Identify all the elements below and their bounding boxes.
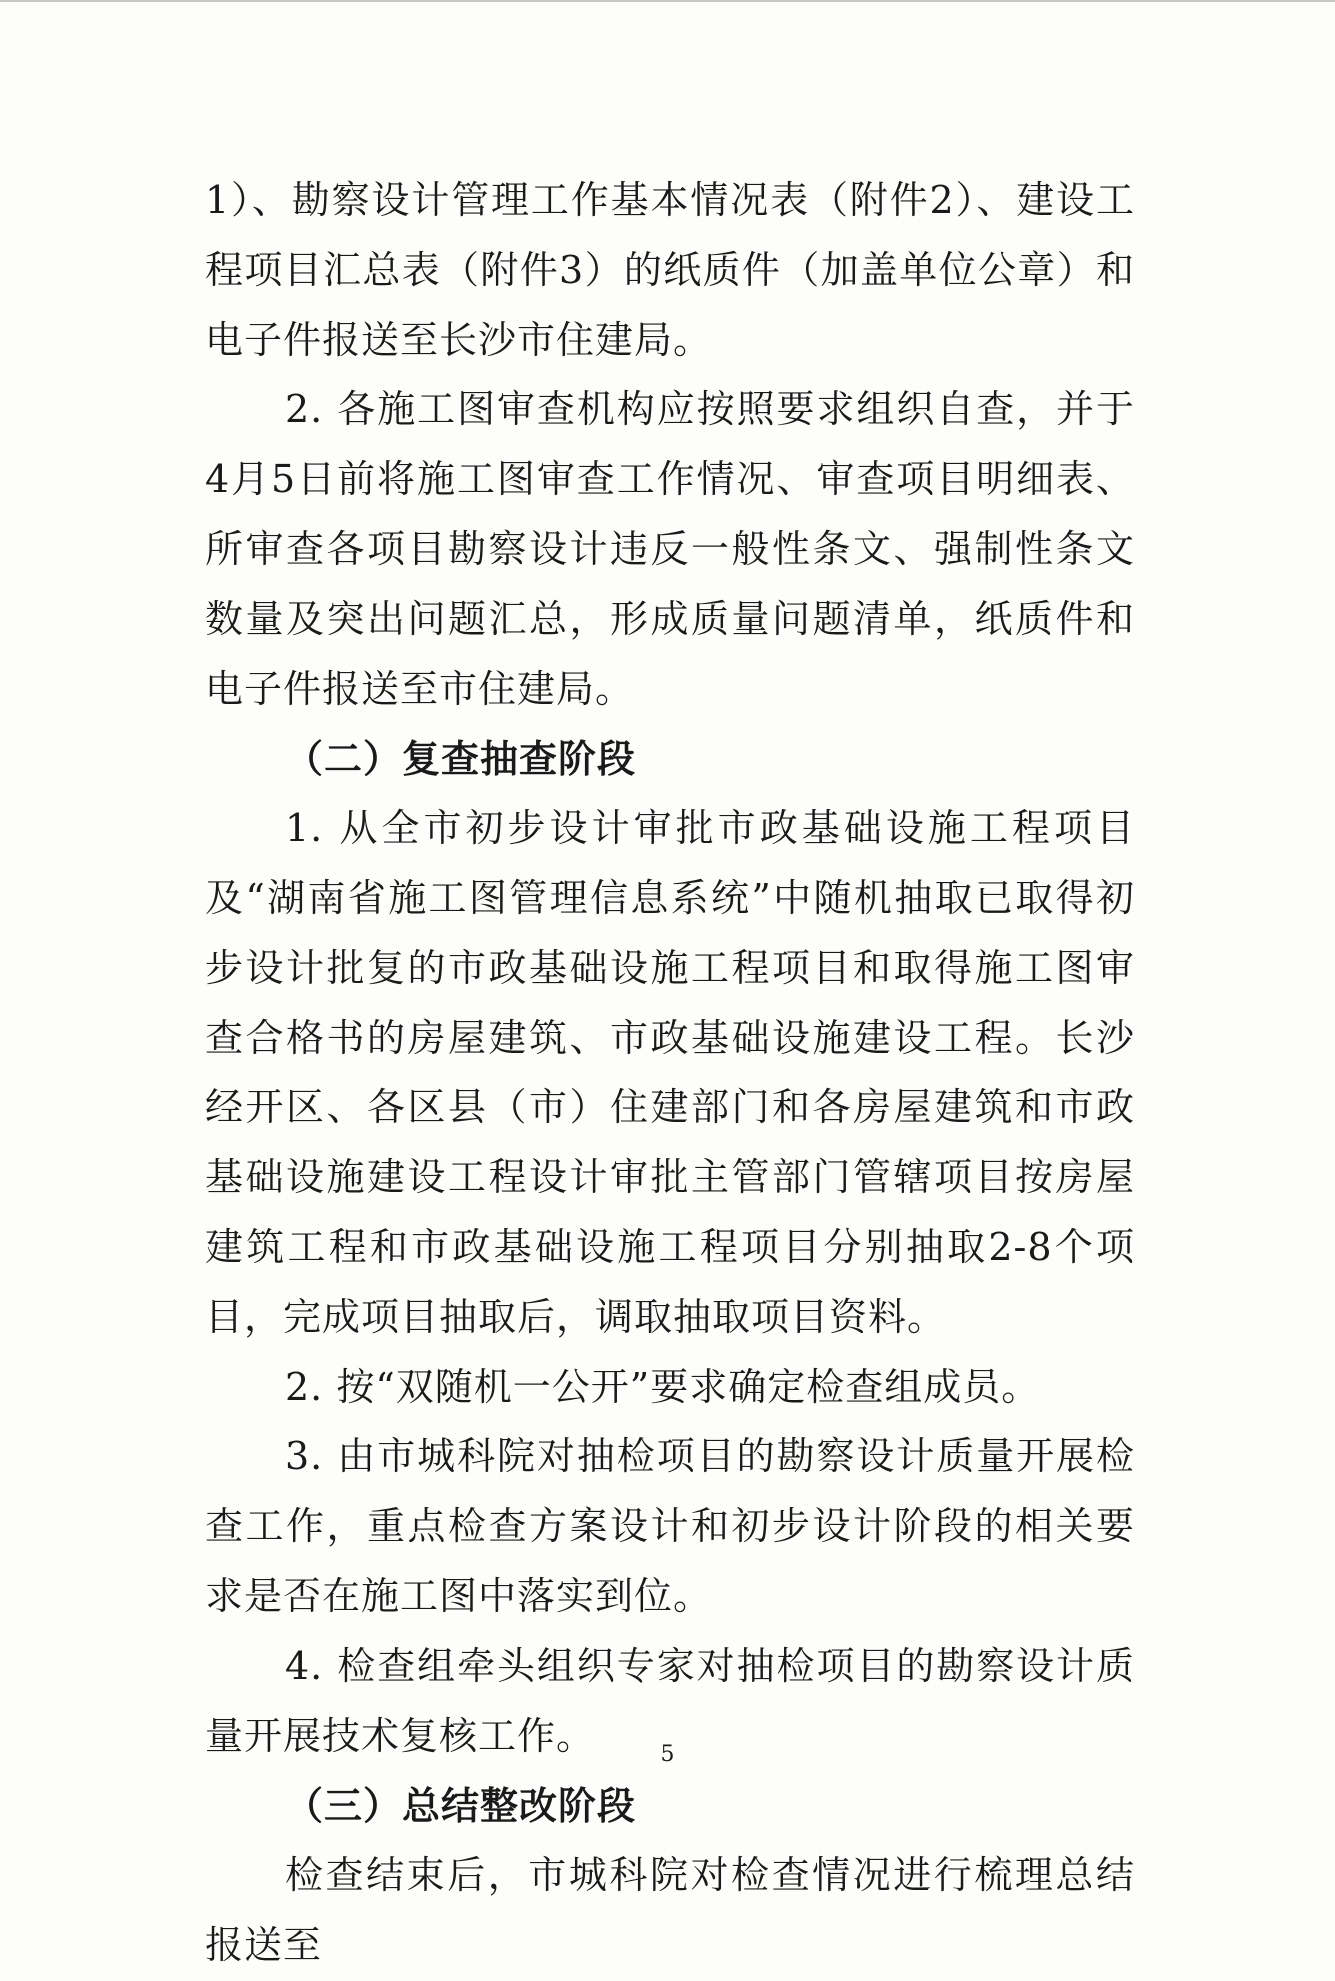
section-heading-spot-check: （二）复查抽查阶段	[285, 736, 637, 782]
scan-edge	[0, 0, 1335, 2]
paragraph-review-agency-selfcheck: 2. 各施工图审查机构应按照要求组织自查，并于4月5日前将施工图审查工作情况、审查项目明细表、所审查各项目勘察设计违反一般性条文、强制性条文数量及突出问题汇总，形成质量问题清单，纸质件和电子件报送至市住建局。	[205, 387, 1135, 711]
paragraph-expert-review: 4. 检查组牵头组织专家对抽检项目的勘察设计质量开展技术复核工作。	[205, 1643, 1135, 1758]
body-text	[205, 166, 1135, 1981]
paragraph-random-selection: 1. 从全市初步设计审批市政基础设施工程项目及“湖南省施工图管理信息系统”中随机抽取已取得初步设计批复的市政基础设施工程项目和取得施工图审查合格书的房屋建筑、市政基础设施建设工程。长沙经开区、各区县（市）住建部门和各房屋建筑和市政基础设施建设工程设计审批主管部门管辖项目按房屋建筑工程和市政基础设施工程项目分别抽取2-8个项目，完成项目抽取后，调取抽取项目资料。	[205, 806, 1135, 1339]
paragraph-inspection-team: 2. 按“双随机一公开”要求确定检查组成员。	[285, 1364, 1041, 1409]
section-heading-summary: （三）总结整改阶段	[285, 1783, 637, 1829]
paragraph-summary-report: 检查结束后，市城科院对检查情况进行梳理总结报送至	[205, 1853, 1135, 1967]
paragraph-quality-inspection: 3. 由市城科院对抽检项目的勘察设计质量开展检查工作，重点检查方案设计和初步设计阶段的相关要求是否在施工图中落实到位。	[205, 1434, 1135, 1618]
paragraph-attachments-continued: 1）、勘察设计管理工作基本情况表（附件2）、建设工程项目汇总表（附件3）的纸质件（加盖单位公章）和电子件报送至长沙市住建局。	[205, 178, 1135, 362]
page-number: 5	[660, 1742, 675, 1767]
